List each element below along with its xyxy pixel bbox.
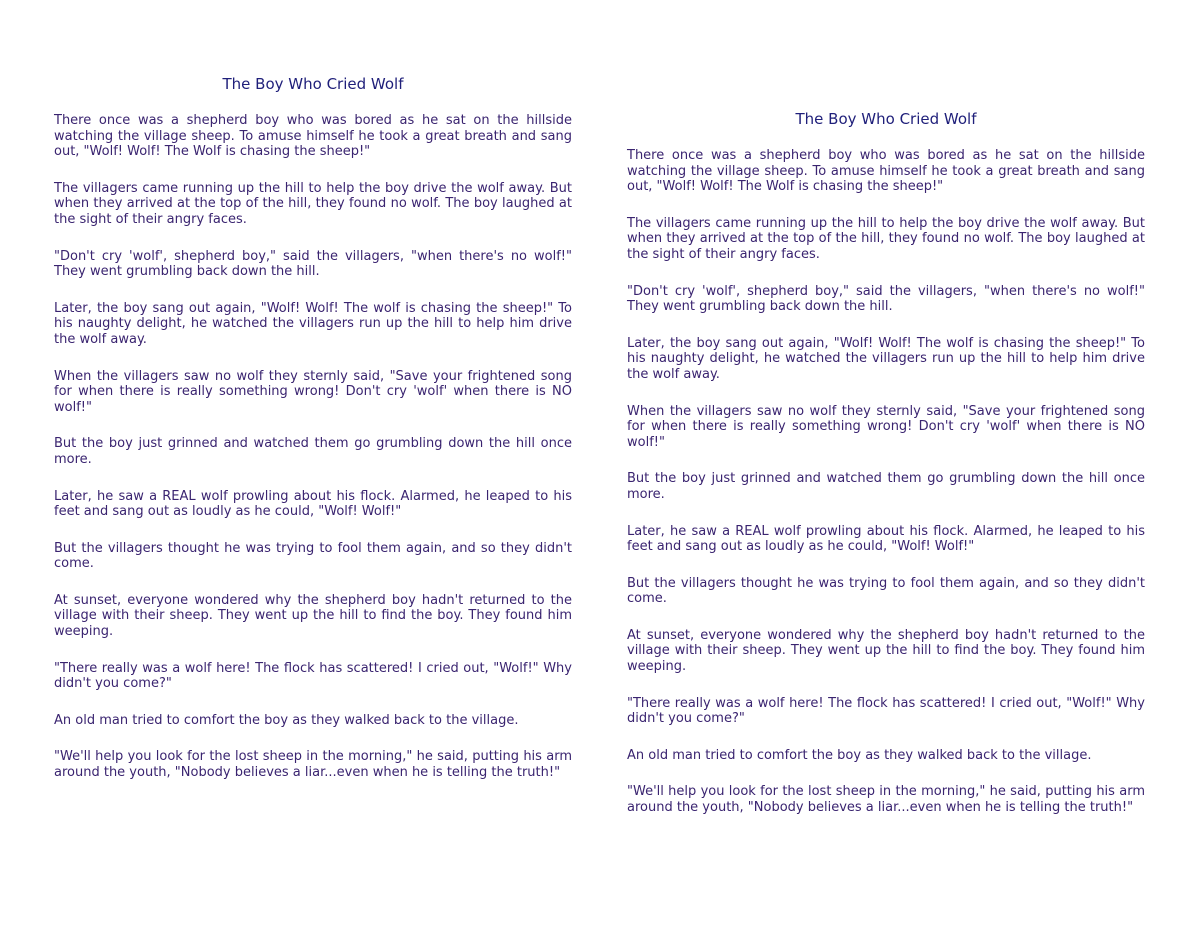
story-paragraph: The villagers came running up the hill to help the boy drive the wolf away. But when they arrived at the top of the hill, they found no wolf. The boy laughed at the sight of their angry faces. [54,180,572,227]
story-paragraph: "Don't cry 'wolf', shepherd boy," said the villagers, "when there's no wolf!" They went grumbling back down the hill. [627,283,1145,315]
story-paragraph: "Don't cry 'wolf', shepherd boy," said the villagers, "when there's no wolf!" They went grumbling back down the hill. [54,248,572,280]
story-paragraph: When the villagers saw no wolf they sternly said, "Save your frightened song for when there is really something wrong! Don't cry 'wolf' when there is NO wolf!" [627,403,1145,450]
story-paragraph: The villagers came running up the hill to help the boy drive the wolf away. But when they arrived at the top of the hill, they found no wolf. The boy laughed at the sight of their angry faces. [627,215,1145,262]
story-paragraph: Later, he saw a REAL wolf prowling about his flock. Alarmed, he leaped to his feet and sang out as loudly as he could, "Wolf! Wolf!" [627,523,1145,555]
story-paragraph: "We'll help you look for the lost sheep in the morning," he said, putting his arm around the youth, "Nobody believes a liar...even when he is telling the truth!" [627,784,1145,816]
story-title: The Boy Who Cried Wolf [795,110,977,128]
story-paragraph: "There really was a wolf here! The flock has scattered! I cried out, "Wolf!" Why didn't you come?" [627,695,1145,727]
story-paragraph: But the villagers thought he was trying to fool them again, and so they didn't come. [627,575,1145,607]
story-paragraph: But the villagers thought he was trying to fool them again, and so they didn't come. [54,540,572,572]
story-paragraph: "We'll help you look for the lost sheep in the morning," he said, putting his arm around the youth, "Nobody believes a liar...even when he is telling the truth!" [54,749,572,781]
story-paragraph: But the boy just grinned and watched them go grumbling down the hill once more. [627,471,1145,502]
story-column-right [627,110,1145,837]
story-paragraph: When the villagers saw no wolf they sternly said, "Save your frightened song for when there is really something wrong! Don't cry 'wolf' when there is NO wolf!" [54,368,572,415]
story-paragraph: At sunset, everyone wondered why the shepherd boy hadn't returned to the village with their sheep. They went up the hill to find the boy. They found him weeping. [627,627,1145,675]
story-paragraph: There once was a shepherd boy who was bored as he sat on the hillside watching the village sheep. To amuse himself he took a great breath and sang out, "Wolf! Wolf! The Wolf is chasing the sheep!" [627,148,1145,195]
story-paragraph: An old man tried to comfort the boy as they walked back to the village. [627,747,1092,763]
story-paragraph: Later, he saw a REAL wolf prowling about his flock. Alarmed, he leaped to his feet and sang out as loudly as he could, "Wolf! Wolf!" [54,488,572,520]
story-column-left [54,75,572,802]
story-paragraph: Later, the boy sang out again, "Wolf! Wolf! The wolf is chasing the sheep!" To his naughty delight, he watched the villagers run up the hill to help him drive the wolf away. [54,300,572,347]
story-paragraph: At sunset, everyone wondered why the shepherd boy hadn't returned to the village with their sheep. They went up the hill to find the boy. They found him weeping. [54,592,572,640]
story-paragraph: Later, the boy sang out again, "Wolf! Wolf! The wolf is chasing the sheep!" To his naughty delight, he watched the villagers run up the hill to help him drive the wolf away. [627,335,1145,382]
story-paragraph: "There really was a wolf here! The flock has scattered! I cried out, "Wolf!" Why didn't you come?" [54,660,572,692]
story-paragraph: There once was a shepherd boy who was bored as he sat on the hillside watching the village sheep. To amuse himself he took a great breath and sang out, "Wolf! Wolf! The Wolf is chasing the sheep!" [54,113,572,160]
story-paragraph: An old man tried to comfort the boy as they walked back to the village. [54,712,519,728]
story-paragraph: But the boy just grinned and watched them go grumbling down the hill once more. [54,436,572,467]
story-title: The Boy Who Cried Wolf [222,75,404,93]
